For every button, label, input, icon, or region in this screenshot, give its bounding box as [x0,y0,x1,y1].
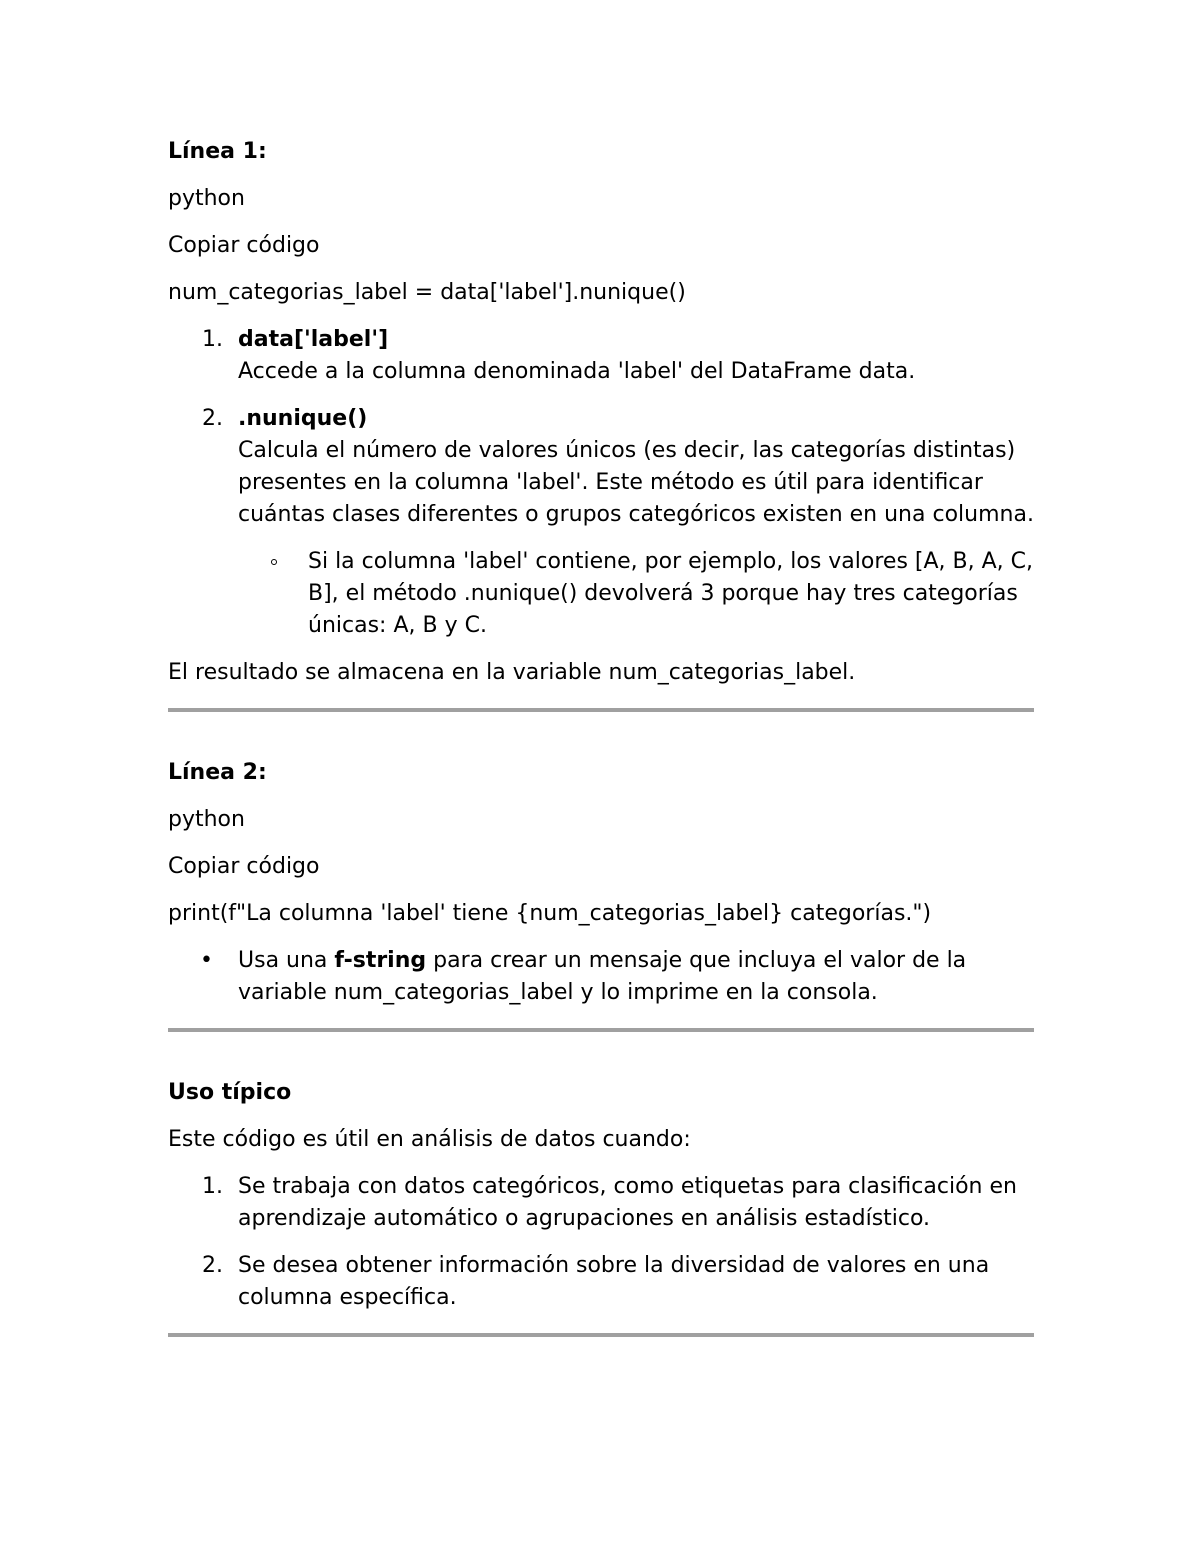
list-item-title: .nunique() [238,406,368,431]
list-item-text: Calcula el número de valores únicos (es decir, las categorías distintas) presentes en la columna 'label'. Este método es útil para identificar cuántas clases diferentes o grupos categóricos existen en una columna. [238,438,1034,527]
section-heading: Línea 2: [168,760,267,785]
list-item-text: Se trabaja con datos categóricos, como etiquetas para clasificación en aprendizaje automático o agrupaciones en análisis estadístico. [238,1174,1017,1231]
bullet-bold-term: f-string [334,948,427,973]
copy-code-label: Copiar código [168,854,320,879]
intro-text: Este código es útil en análisis de datos cuando: [168,1127,691,1152]
code-line: print(f"La columna 'label' tiene {num_categorias_label} categorías.") [168,901,932,926]
list-item-text: Se desea obtener información sobre la diversidad de valores en una columna específica. [238,1253,990,1310]
list-number: 1. [202,327,223,352]
section-heading: Línea 1: [168,139,267,164]
horizontal-rule [168,1028,1034,1032]
code-line: num_categorias_label = data['label'].nunique() [168,280,686,305]
sub-list-item-text: Si la columna 'label' contiene, por ejemplo, los valores [A, B, A, C, B], el método .nunique() devolverá 3 porque hay tres categorías únicas: A, B y C. [308,549,1033,638]
sub-list-item [238,546,1034,642]
explanation-list [168,324,1034,642]
list-item-text: Accede a la columna denominada 'label' del DataFrame data. [238,359,916,384]
list-number: 2. [202,406,223,431]
bullet-list [168,945,1034,1009]
horizontal-rule [168,1333,1034,1337]
list-item [168,324,1034,388]
document-content [168,136,1034,1337]
code-language-label: python [168,807,245,832]
bullet-text-after: para crear un mensaje que incluya el valor de la variable num_categorias_label y lo imprime en la consola. [238,948,967,1005]
list-number: 2. [202,1253,223,1278]
list-number: 1. [202,1174,223,1199]
list-item [168,945,1034,1009]
usage-list [168,1171,1034,1314]
list-item [168,1171,1034,1235]
sub-list [238,546,1034,642]
bullet-text-before: Usa una [238,948,335,973]
list-item-title: data['label'] [238,327,389,352]
list-item [168,1250,1034,1314]
circle-bullet-icon [271,559,277,565]
result-text: El resultado se almacena en la variable num_categorias_label. [168,660,856,685]
bullet-icon: • [200,948,213,973]
section-heading: Uso típico [168,1080,292,1105]
list-item [168,403,1034,642]
code-language-label: python [168,186,245,211]
copy-code-label: Copiar código [168,233,320,258]
horizontal-rule [168,708,1034,712]
